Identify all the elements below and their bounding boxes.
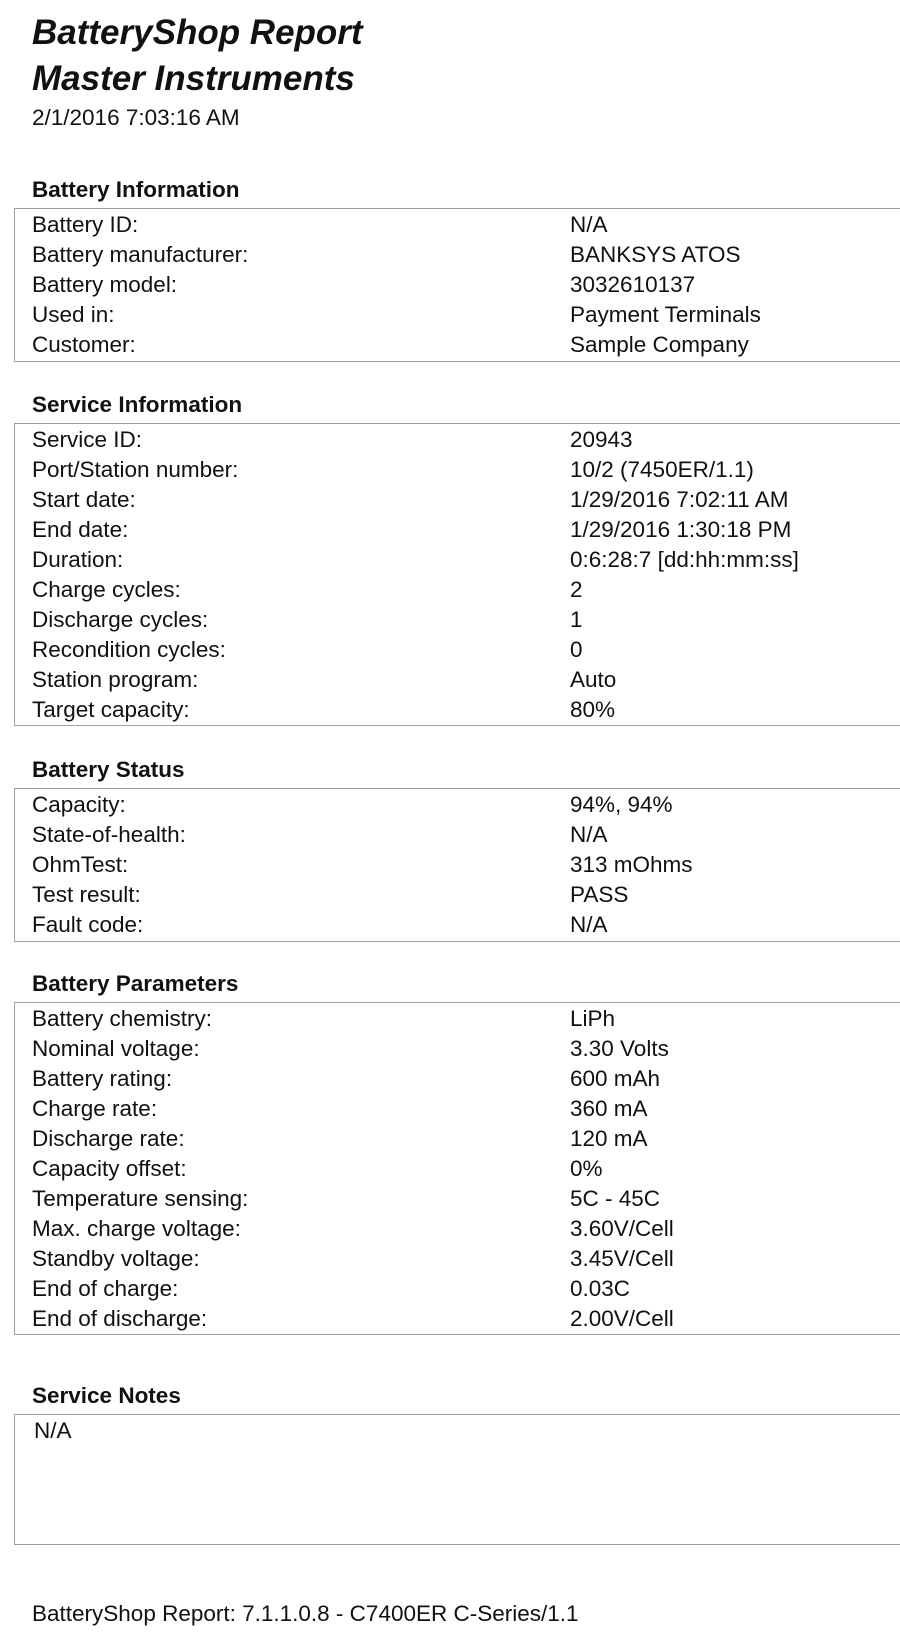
row-label: Test result: (32, 882, 141, 907)
row-label: Recondition cycles: (32, 637, 226, 662)
battery-status-table (14, 788, 900, 942)
row-label: Max. charge voltage: (32, 1216, 241, 1241)
row-value: 2 (570, 577, 583, 602)
row-value: 3.30 Volts (570, 1036, 669, 1061)
service-notes-text: N/A (34, 1418, 72, 1443)
table-row (15, 454, 900, 485)
row-label: Service ID: (32, 427, 143, 452)
company-name: Master Instruments (32, 59, 355, 98)
report-title: BatteryShop Report (32, 13, 363, 52)
table-row (15, 544, 900, 575)
table-row (15, 1183, 900, 1214)
row-label: Used in: (32, 302, 115, 327)
service-information-table (14, 423, 900, 726)
row-value: BANKSYS ATOS (570, 242, 741, 267)
service-notes-box (14, 1414, 900, 1545)
section-title-battery-status: Battery Status (32, 757, 185, 782)
row-label: Nominal voltage: (32, 1036, 200, 1061)
row-label: Start date: (32, 487, 136, 512)
row-label: State-of-health: (32, 822, 186, 847)
row-value: LiPh (570, 1006, 616, 1031)
table-row (15, 209, 900, 240)
row-value: 3.45V/Cell (570, 1246, 674, 1271)
table-row (15, 329, 900, 360)
table-row (15, 424, 900, 455)
row-value: 20943 (570, 427, 633, 452)
row-value: 0% (570, 1156, 603, 1181)
row-value: N/A (570, 212, 608, 237)
row-label: Port/Station number: (32, 457, 239, 482)
section-title-service-notes: Service Notes (32, 1383, 181, 1408)
row-label: End of discharge: (32, 1306, 208, 1331)
row-value: 10/2 (7450ER/1.1) (570, 457, 754, 482)
table-row (15, 604, 900, 635)
section-title-service-information: Service Information (32, 392, 243, 417)
row-label: Standby voltage: (32, 1246, 200, 1271)
row-label: Capacity offset: (32, 1156, 187, 1181)
battery-parameters-table (14, 1002, 900, 1335)
table-row (15, 789, 900, 820)
row-value: 313 mOhms (570, 852, 693, 877)
table-row (15, 1093, 900, 1124)
row-value: Sample Company (570, 332, 749, 357)
battery-information-table (14, 208, 900, 362)
table-row (15, 819, 900, 850)
row-value: N/A (570, 822, 608, 847)
table-row (15, 1033, 900, 1064)
table-row (15, 1003, 900, 1034)
table-row (15, 909, 900, 940)
row-value: N/A (570, 912, 608, 937)
row-value: Payment Terminals (570, 302, 761, 327)
row-label: Battery model: (32, 272, 178, 297)
row-label: Charge cycles: (32, 577, 181, 602)
table-row (15, 574, 900, 605)
row-value: 120 mA (570, 1126, 648, 1151)
row-label: End of charge: (32, 1276, 179, 1301)
section-title-battery-parameters: Battery Parameters (32, 971, 239, 996)
row-label: End date: (32, 517, 129, 542)
table-row (15, 634, 900, 665)
table-row (15, 664, 900, 695)
report-timestamp: 2/1/2016 7:03:16 AM (32, 105, 240, 130)
table-row (15, 514, 900, 545)
table-row (15, 269, 900, 300)
row-value: 1/29/2016 7:02:11 AM (570, 487, 789, 512)
table-row (15, 1213, 900, 1244)
row-value: 360 mA (570, 1096, 648, 1121)
table-row (15, 484, 900, 515)
row-value: 5C - 45C (570, 1186, 661, 1211)
row-value: 600 mAh (570, 1066, 661, 1091)
row-label: Customer: (32, 332, 136, 357)
section-title-battery-information: Battery Information (32, 177, 240, 202)
row-value: PASS (570, 882, 629, 907)
table-row (15, 879, 900, 910)
row-label: Discharge rate: (32, 1126, 185, 1151)
row-value: Auto (570, 667, 617, 692)
row-label: Fault code: (32, 912, 144, 937)
row-label: Capacity: (32, 792, 126, 817)
row-value: 0 (570, 637, 583, 662)
row-value: 80% (570, 697, 616, 722)
row-label: OhmTest: (32, 852, 129, 877)
table-row (15, 1153, 900, 1184)
table-row (15, 1303, 900, 1334)
table-row (15, 1273, 900, 1304)
row-label: Discharge cycles: (32, 607, 209, 632)
table-row (15, 239, 900, 270)
row-label: Battery manufacturer: (32, 242, 249, 267)
row-label: Battery chemistry: (32, 1006, 213, 1031)
row-label: Charge rate: (32, 1096, 158, 1121)
row-label: Battery ID: (32, 212, 139, 237)
row-label: Battery rating: (32, 1066, 173, 1091)
row-label: Target capacity: (32, 697, 190, 722)
row-value: 1 (570, 607, 583, 632)
row-label: Station program: (32, 667, 199, 692)
report-footer: BatteryShop Report: 7.1.1.0.8 - C7400ER C-Series/1.1 (32, 1601, 579, 1626)
table-row (15, 849, 900, 880)
table-row (15, 1063, 900, 1094)
row-value: 0:6:28:7 [dd:hh:mm:ss] (570, 547, 799, 572)
table-row (15, 299, 900, 330)
row-value: 3.60V/Cell (570, 1216, 674, 1241)
row-label: Temperature sensing: (32, 1186, 249, 1211)
table-row (15, 1123, 900, 1154)
row-value: 3032610137 (570, 272, 696, 297)
row-value: 0.03C (570, 1276, 631, 1301)
table-row (15, 694, 900, 725)
table-row (15, 1243, 900, 1274)
row-label: Duration: (32, 547, 124, 572)
row-value: 94%, 94% (570, 792, 673, 817)
row-value: 2.00V/Cell (570, 1306, 674, 1331)
row-value: 1/29/2016 1:30:18 PM (570, 517, 792, 542)
